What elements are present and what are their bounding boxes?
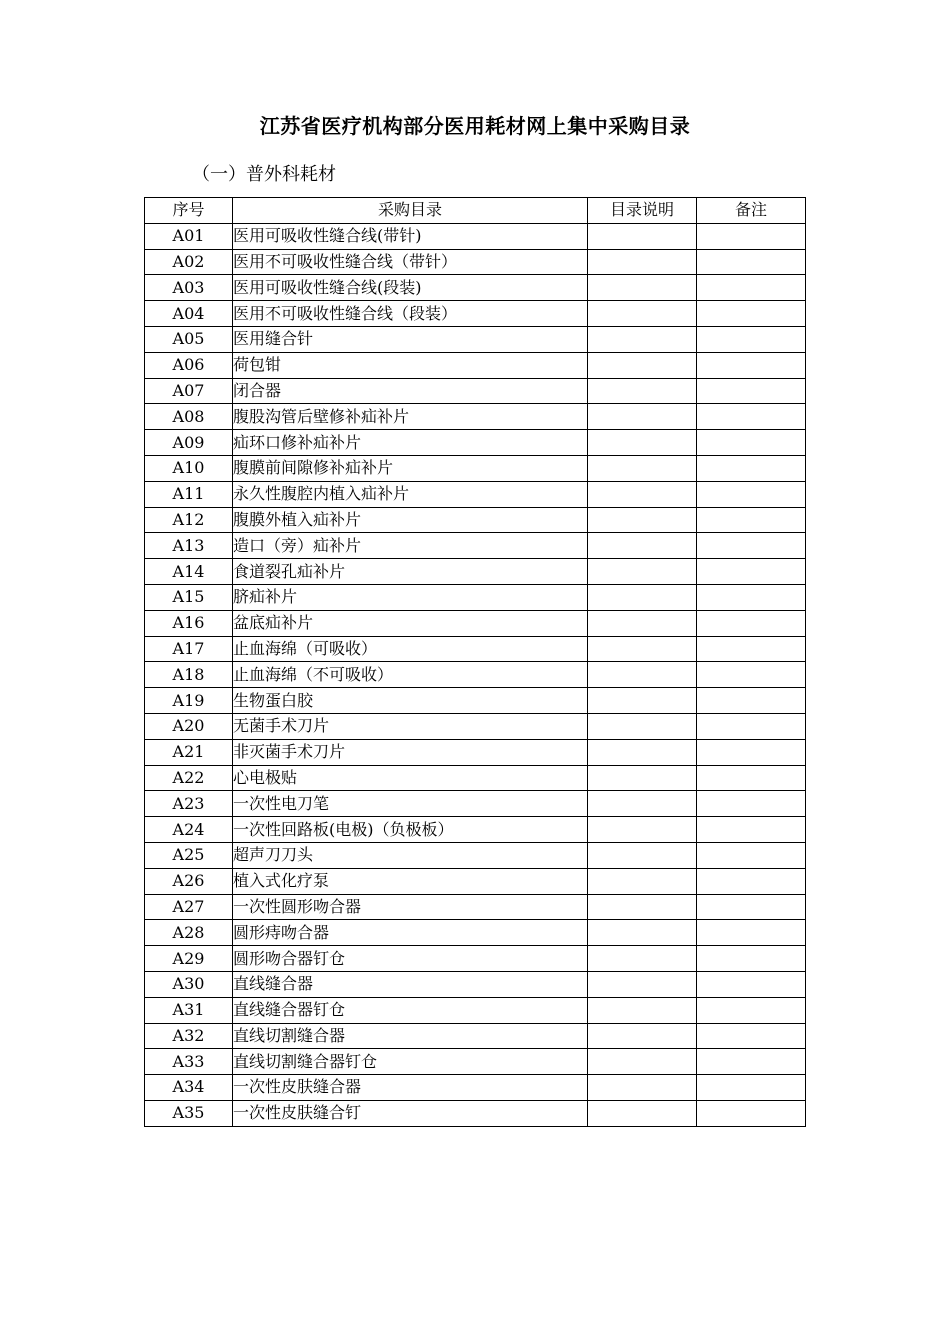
cell-remarks <box>697 842 806 868</box>
cell-catalog-description <box>588 894 697 920</box>
cell-remarks <box>697 636 806 662</box>
cell-catalog-item: 医用可吸收性缝合线(带针) <box>233 223 588 249</box>
table-row <box>145 559 806 585</box>
cell-serial-no: A23 <box>145 791 233 817</box>
cell-remarks <box>697 584 806 610</box>
table-body <box>145 223 806 1126</box>
cell-catalog-description <box>588 946 697 972</box>
cell-catalog-description <box>588 455 697 481</box>
table-row <box>145 868 806 894</box>
cell-catalog-description <box>588 326 697 352</box>
table-row <box>145 249 806 275</box>
cell-remarks <box>697 946 806 972</box>
cell-serial-no: A24 <box>145 817 233 843</box>
cell-serial-no: A20 <box>145 713 233 739</box>
cell-remarks <box>697 739 806 765</box>
cell-serial-no: A02 <box>145 249 233 275</box>
cell-serial-no: A04 <box>145 301 233 327</box>
cell-catalog-item: 心电极贴 <box>233 765 588 791</box>
cell-serial-no: A22 <box>145 765 233 791</box>
cell-catalog-item: 医用不可吸收性缝合线（带针） <box>233 249 588 275</box>
table-row <box>145 997 806 1023</box>
table-row <box>145 584 806 610</box>
cell-catalog-item: 荷包钳 <box>233 352 588 378</box>
cell-serial-no: A15 <box>145 584 233 610</box>
table-row <box>145 688 806 714</box>
table-row <box>145 1049 806 1075</box>
cell-catalog-description <box>588 584 697 610</box>
table-row <box>145 920 806 946</box>
table-row <box>145 326 806 352</box>
header-catalog-item: 采购目录 <box>233 198 588 224</box>
table-row <box>145 791 806 817</box>
cell-serial-no: A10 <box>145 455 233 481</box>
cell-catalog-description <box>588 223 697 249</box>
cell-serial-no: A28 <box>145 920 233 946</box>
cell-catalog-description <box>588 404 697 430</box>
cell-catalog-item: 直线缝合器钉仓 <box>233 997 588 1023</box>
cell-catalog-item: 腹股沟管后壁修补疝补片 <box>233 404 588 430</box>
cell-catalog-item: 植入式化疗泵 <box>233 868 588 894</box>
cell-remarks <box>697 1075 806 1101</box>
table-row <box>145 765 806 791</box>
cell-catalog-item: 圆形吻合器钉仓 <box>233 946 588 972</box>
cell-catalog-item: 腹膜前间隙修补疝补片 <box>233 455 588 481</box>
cell-catalog-item: 一次性皮肤缝合器 <box>233 1075 588 1101</box>
table-row <box>145 610 806 636</box>
table-row <box>145 713 806 739</box>
table-row <box>145 430 806 456</box>
cell-serial-no: A19 <box>145 688 233 714</box>
cell-catalog-description <box>588 1100 697 1126</box>
cell-catalog-item: 腹膜外植入疝补片 <box>233 507 588 533</box>
table-row <box>145 894 806 920</box>
cell-catalog-item: 医用可吸收性缝合线(段装) <box>233 275 588 301</box>
table-row <box>145 533 806 559</box>
cell-catalog-description <box>588 662 697 688</box>
cell-remarks <box>697 1100 806 1126</box>
cell-catalog-item: 止血海绵（不可吸收） <box>233 662 588 688</box>
cell-catalog-description <box>588 559 697 585</box>
table-row <box>145 481 806 507</box>
cell-catalog-item: 止血海绵（可吸收） <box>233 636 588 662</box>
cell-catalog-description <box>588 1049 697 1075</box>
cell-serial-no: A06 <box>145 352 233 378</box>
cell-remarks <box>697 817 806 843</box>
cell-catalog-item: 盆底疝补片 <box>233 610 588 636</box>
cell-remarks <box>697 326 806 352</box>
cell-catalog-item: 超声刀刀头 <box>233 842 588 868</box>
cell-remarks <box>697 1049 806 1075</box>
cell-serial-no: A12 <box>145 507 233 533</box>
cell-catalog-description <box>588 378 697 404</box>
cell-remarks <box>697 223 806 249</box>
cell-catalog-item: 直线缝合器 <box>233 971 588 997</box>
cell-catalog-item: 医用不可吸收性缝合线（段装） <box>233 301 588 327</box>
cell-catalog-description <box>588 739 697 765</box>
cell-serial-no: A35 <box>145 1100 233 1126</box>
cell-catalog-description <box>588 868 697 894</box>
table-row <box>145 817 806 843</box>
cell-remarks <box>697 688 806 714</box>
cell-remarks <box>697 404 806 430</box>
cell-catalog-description <box>588 610 697 636</box>
cell-serial-no: A31 <box>145 997 233 1023</box>
cell-catalog-description <box>588 842 697 868</box>
cell-remarks <box>697 791 806 817</box>
cell-remarks <box>697 481 806 507</box>
cell-remarks <box>697 507 806 533</box>
cell-serial-no: A18 <box>145 662 233 688</box>
table-row <box>145 662 806 688</box>
cell-catalog-item: 食道裂孔疝补片 <box>233 559 588 585</box>
cell-catalog-item: 无菌手术刀片 <box>233 713 588 739</box>
cell-remarks <box>697 249 806 275</box>
page-title: 江苏省医疗机构部分医用耗材网上集中采购目录 <box>259 114 691 138</box>
cell-serial-no: A25 <box>145 842 233 868</box>
cell-serial-no: A32 <box>145 1023 233 1049</box>
cell-catalog-item: 一次性回路板(电极)（负极板） <box>233 817 588 843</box>
cell-catalog-description <box>588 275 697 301</box>
table-row <box>145 971 806 997</box>
cell-remarks <box>697 275 806 301</box>
table-row <box>145 301 806 327</box>
cell-serial-no: A09 <box>145 430 233 456</box>
cell-catalog-description <box>588 765 697 791</box>
cell-catalog-description <box>588 636 697 662</box>
table-row <box>145 378 806 404</box>
cell-remarks <box>697 971 806 997</box>
table-row <box>145 739 806 765</box>
cell-serial-no: A16 <box>145 610 233 636</box>
cell-remarks <box>697 920 806 946</box>
table-row <box>145 946 806 972</box>
cell-serial-no: A01 <box>145 223 233 249</box>
cell-serial-no: A03 <box>145 275 233 301</box>
table-row <box>145 636 806 662</box>
cell-catalog-description <box>588 481 697 507</box>
table-row <box>145 1075 806 1101</box>
cell-catalog-description <box>588 1023 697 1049</box>
cell-catalog-description <box>588 533 697 559</box>
cell-remarks <box>697 352 806 378</box>
cell-catalog-description <box>588 249 697 275</box>
cell-remarks <box>697 713 806 739</box>
cell-catalog-description <box>588 971 697 997</box>
cell-catalog-description <box>588 817 697 843</box>
cell-serial-no: A34 <box>145 1075 233 1101</box>
cell-catalog-item: 闭合器 <box>233 378 588 404</box>
cell-catalog-description <box>588 352 697 378</box>
cell-catalog-item: 永久性腹腔内植入疝补片 <box>233 481 588 507</box>
cell-catalog-item: 生物蛋白胶 <box>233 688 588 714</box>
cell-serial-no: A05 <box>145 326 233 352</box>
cell-remarks <box>697 894 806 920</box>
header-remarks: 备注 <box>697 198 806 224</box>
cell-serial-no: A13 <box>145 533 233 559</box>
cell-catalog-item: 直线切割缝合器钉仓 <box>233 1049 588 1075</box>
table-row <box>145 455 806 481</box>
cell-remarks <box>697 301 806 327</box>
cell-remarks <box>697 997 806 1023</box>
cell-serial-no: A11 <box>145 481 233 507</box>
cell-serial-no: A08 <box>145 404 233 430</box>
cell-remarks <box>697 378 806 404</box>
cell-catalog-item: 圆形痔吻合器 <box>233 920 588 946</box>
cell-serial-no: A07 <box>145 378 233 404</box>
cell-catalog-description <box>588 507 697 533</box>
cell-remarks <box>697 868 806 894</box>
cell-serial-no: A17 <box>145 636 233 662</box>
cell-catalog-description <box>588 430 697 456</box>
cell-remarks <box>697 765 806 791</box>
cell-remarks <box>697 455 806 481</box>
cell-catalog-item: 非灭菌手术刀片 <box>233 739 588 765</box>
cell-catalog-description <box>588 920 697 946</box>
header-catalog-description: 目录说明 <box>588 198 697 224</box>
cell-serial-no: A29 <box>145 946 233 972</box>
cell-catalog-item: 一次性圆形吻合器 <box>233 894 588 920</box>
table-row <box>145 507 806 533</box>
cell-remarks <box>697 1023 806 1049</box>
cell-catalog-item: 直线切割缝合器 <box>233 1023 588 1049</box>
procurement-catalog-table <box>144 197 806 1127</box>
cell-serial-no: A21 <box>145 739 233 765</box>
cell-serial-no: A30 <box>145 971 233 997</box>
cell-catalog-description <box>588 301 697 327</box>
cell-catalog-item: 造口（旁）疝补片 <box>233 533 588 559</box>
table-row <box>145 1100 806 1126</box>
cell-catalog-item: 疝环口修补疝补片 <box>233 430 588 456</box>
cell-serial-no: A27 <box>145 894 233 920</box>
table-row <box>145 223 806 249</box>
cell-remarks <box>697 559 806 585</box>
section-title: （一）普外科耗材 <box>192 164 336 185</box>
cell-remarks <box>697 610 806 636</box>
table-row <box>145 404 806 430</box>
cell-serial-no: A26 <box>145 868 233 894</box>
header-row <box>145 198 806 224</box>
cell-catalog-item: 医用缝合针 <box>233 326 588 352</box>
cell-catalog-description <box>588 688 697 714</box>
header-serial-no: 序号 <box>145 198 233 224</box>
table-row <box>145 1023 806 1049</box>
cell-catalog-description <box>588 791 697 817</box>
cell-remarks <box>697 533 806 559</box>
table-row <box>145 842 806 868</box>
cell-catalog-item: 一次性皮肤缝合钉 <box>233 1100 588 1126</box>
cell-catalog-item: 脐疝补片 <box>233 584 588 610</box>
cell-serial-no: A33 <box>145 1049 233 1075</box>
cell-catalog-item: 一次性电刀笔 <box>233 791 588 817</box>
cell-catalog-description <box>588 713 697 739</box>
table-row <box>145 275 806 301</box>
table-row <box>145 352 806 378</box>
cell-serial-no: A14 <box>145 559 233 585</box>
cell-remarks <box>697 430 806 456</box>
cell-catalog-description <box>588 1075 697 1101</box>
table-header <box>145 198 806 224</box>
cell-remarks <box>697 662 806 688</box>
cell-catalog-description <box>588 997 697 1023</box>
